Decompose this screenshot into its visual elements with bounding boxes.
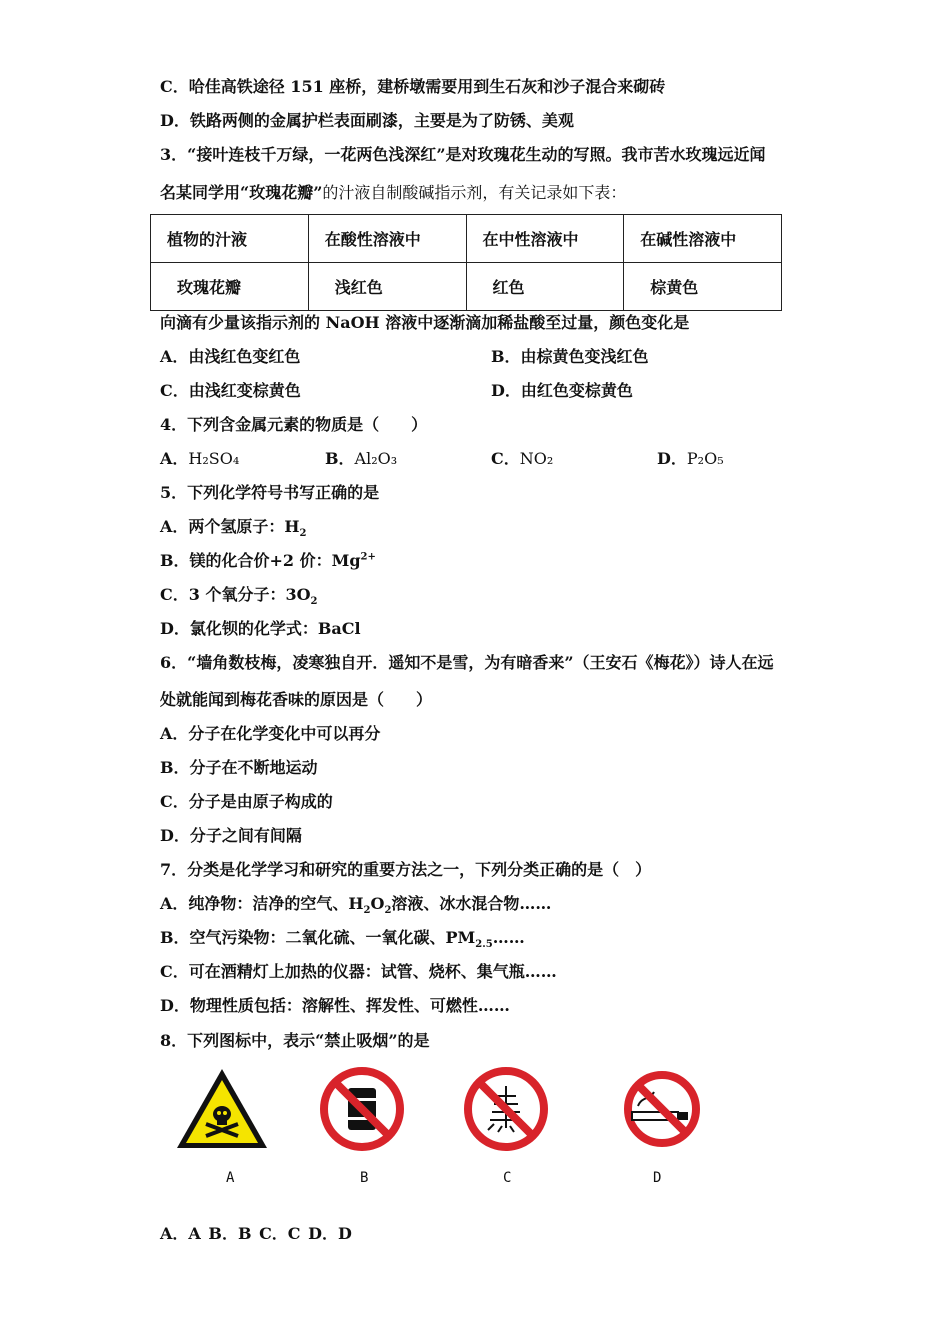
- q4-option-c: [491, 449, 553, 469]
- q5-option-d: D．氯化钡的化学式：BaCl: [160, 619, 361, 638]
- table-header-cell: 在中性溶液中: [466, 215, 624, 263]
- subscript: 2: [310, 596, 318, 608]
- q7-stem: 7．分类是化学学习和研究的重要方法之一，下列分类正确的是（ ）: [160, 860, 652, 879]
- option-text: ……: [492, 928, 525, 947]
- table-cell: 棕黄色: [624, 263, 782, 311]
- option-text: C．3 个氧分子：: [160, 585, 286, 604]
- formula: NO₂: [519, 449, 554, 468]
- table-row: [151, 263, 782, 311]
- formula: H: [284, 517, 300, 536]
- q6-stem-line2: 处就能闻到梅花香味的原因是（ ）: [160, 690, 433, 709]
- subscript: 2: [363, 905, 371, 917]
- q8-answer-options: [160, 1224, 354, 1244]
- q7-option-c: C．可在酒精灯上加热的仪器：试管、烧杯、集气瓶……: [160, 962, 557, 981]
- sign-c-label: C: [503, 1170, 512, 1186]
- q2-option-c: C．哈佳高铁途径 151 座桥，建桥墩需要用到生石灰和沙子混合来砌砖: [160, 77, 666, 96]
- q5-stem: 5．下列化学符号书写正确的是: [160, 483, 380, 502]
- q2-option-d: D．铁路两侧的金属护栏表面刷漆，主要是为了防锈、美观: [160, 111, 574, 130]
- toxic-warning-icon: [174, 1066, 270, 1152]
- no-oil-drum-icon: [314, 1066, 410, 1152]
- q4-option-b: [325, 449, 397, 469]
- formula: Mg: [331, 551, 361, 570]
- answer-option-a: A．A: [160, 1224, 201, 1243]
- superscript: 2+: [360, 551, 376, 563]
- table-header-cell: 在酸性溶液中: [308, 215, 466, 263]
- q3-stem-line2-bold: 名某同学用“玫瑰花瓣”: [160, 183, 323, 202]
- option-text: 溶液、冰水混合物……: [391, 894, 552, 913]
- option-label: B．: [325, 449, 355, 468]
- subscript: 2: [384, 905, 392, 917]
- indicator-table-header: [151, 215, 782, 263]
- option-label: C．: [491, 449, 520, 468]
- no-smoking-icon: [614, 1066, 710, 1152]
- option-label: A．: [160, 449, 189, 468]
- formula: O: [370, 894, 385, 913]
- option-text: A．两个氢原子：: [160, 517, 285, 536]
- option-text: A．纯净物：洁净的空气、H: [160, 894, 364, 913]
- q3-option-a: A．由浅红色变红色: [160, 347, 301, 366]
- table-cell: 浅红色: [308, 263, 466, 311]
- q3-stem-line1: 3．“接叶连枝千万绿，一花两色浅深红”是对玫瑰花生动的写照。我市苦水玫瑰远近闻: [160, 145, 766, 164]
- table-header-cell: 植物的汁液: [151, 215, 309, 263]
- q5-option-c: [160, 585, 318, 608]
- table-cell: 红色: [466, 263, 624, 311]
- sign-d-label: D: [653, 1170, 662, 1186]
- answer-option-d: D．D: [308, 1224, 352, 1243]
- formula: H₂SO₄: [188, 449, 240, 468]
- subscript: 2: [299, 528, 307, 540]
- q8-stem: 8．下列图标中，表示“禁止吸烟”的是: [160, 1031, 430, 1050]
- option-text: B．镁的化合价+2 价：: [160, 551, 332, 570]
- q5-option-b: [160, 551, 376, 571]
- formula: 3O: [285, 585, 311, 604]
- option-text: B．空气污染物：二氧化硫、一氧化碳、PM: [160, 928, 476, 947]
- option-label: D．: [657, 449, 687, 468]
- q7-option-d: D．物理性质包括：溶解性、挥发性、可燃性……: [160, 996, 510, 1015]
- q5-option-a: [160, 517, 307, 540]
- sign-a-label: A: [226, 1170, 235, 1186]
- q3-option-b: B．由棕黄色变浅红色: [491, 347, 649, 366]
- q4-stem: 4．下列含金属元素的物质是（ ）: [160, 415, 428, 434]
- indicator-table: [150, 214, 782, 311]
- formula: P₂O₅: [686, 449, 724, 468]
- q3-stem-line2: [160, 183, 626, 203]
- answer-option-c: C．C: [259, 1224, 301, 1243]
- q3-question: 向滴有少量该指示剂的 NaOH 溶液中逐渐滴加稀盐酸至过量，颜色变化是: [160, 313, 690, 332]
- subscript: 2.5: [475, 939, 493, 951]
- q6-option-b: B．分子在不断地运动: [160, 758, 318, 777]
- q6-option-a: A．分子在化学变化中可以再分: [160, 724, 381, 743]
- answer-option-b: B．B: [208, 1224, 252, 1243]
- q6-option-c: C．分子是由原子构成的: [160, 792, 333, 811]
- q3-stem-line2-normal: 的汁液自制酸碱指示剂，有关记录如下表：: [322, 183, 627, 202]
- q4-option-a: [160, 449, 239, 469]
- q7-option-b: [160, 928, 525, 951]
- q6-stem-line1: 6．“墙角数枝梅，凌寒独自开．遥知不是雪，为有暗香来”（王安石《梅花》）诗人在远: [160, 653, 774, 672]
- sign-b-label: B: [360, 1170, 369, 1186]
- q7-option-a: [160, 894, 552, 917]
- q3-option-d: D．由红色变棕黄色: [491, 381, 633, 400]
- table-cell: 玫瑰花瓣: [151, 263, 309, 311]
- formula: Al₂O₃: [354, 449, 398, 468]
- no-fireworks-icon: [458, 1066, 554, 1152]
- table-header-cell: 在碱性溶液中: [624, 215, 782, 263]
- q3-option-c: C．由浅红变棕黄色: [160, 381, 301, 400]
- q4-option-d: [657, 449, 724, 469]
- q6-option-d: D．分子之间有间隔: [160, 826, 302, 845]
